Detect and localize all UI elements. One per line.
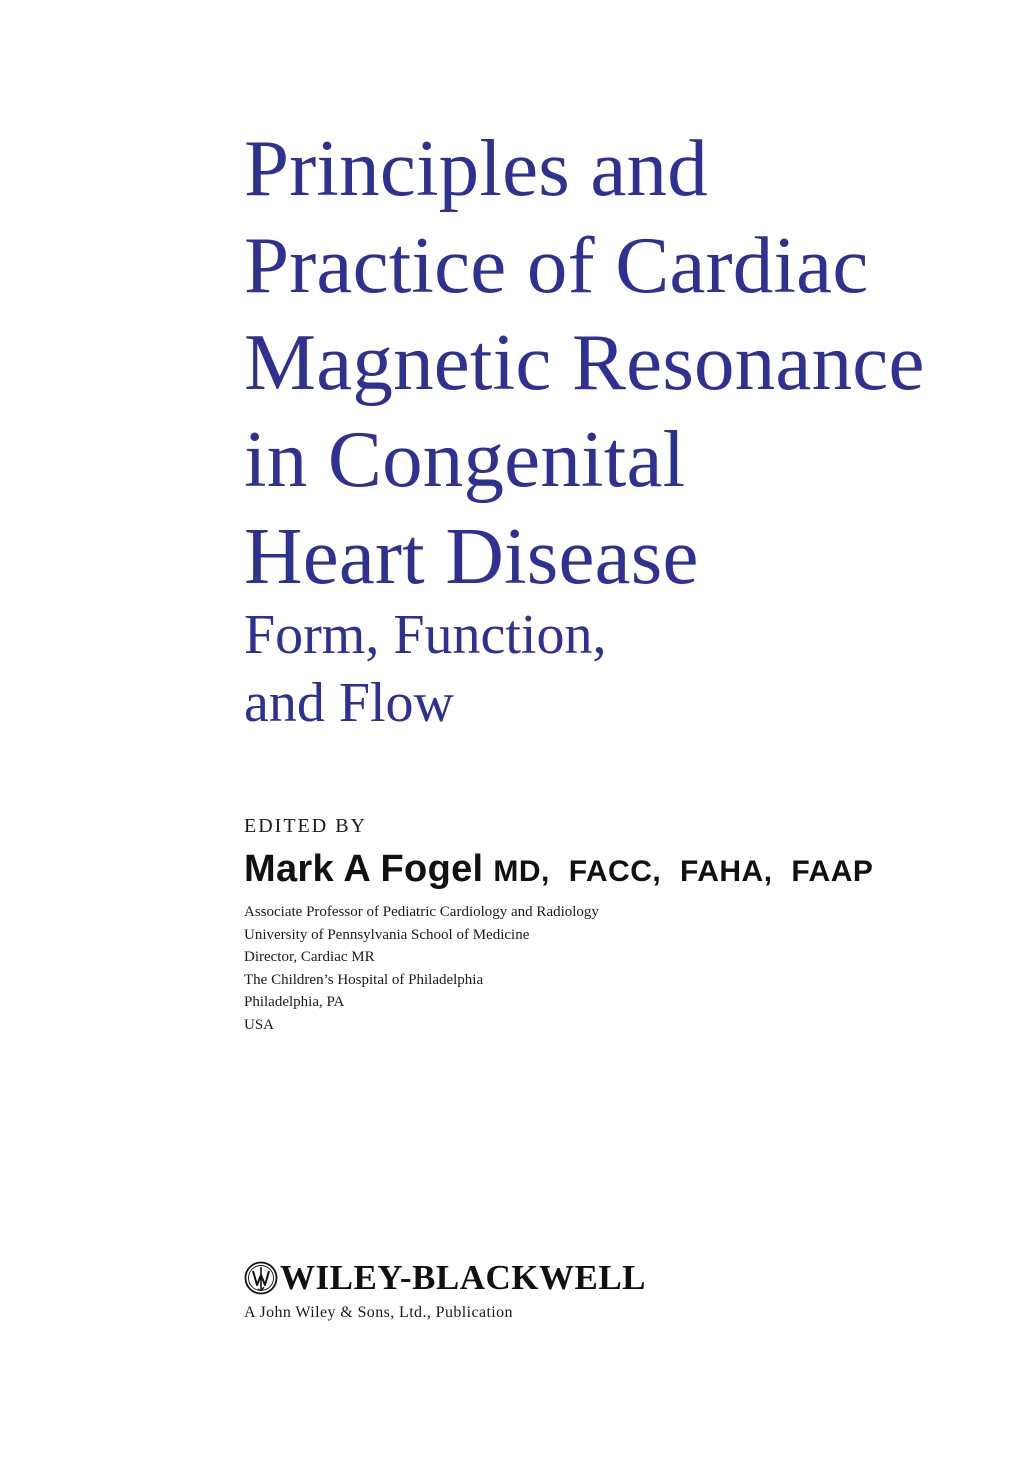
subtitle-line: Form, Function,: [244, 604, 607, 666]
publisher-name: WILEY-BLACKWELL: [280, 1258, 647, 1297]
affiliation-line: Associate Professor of Pediatric Cardiology and Radiology: [244, 904, 599, 920]
affiliation-line: Philadelphia, PA: [244, 994, 345, 1010]
title-line: Practice of Cardiac: [244, 220, 869, 310]
editor-name-line: [244, 848, 873, 891]
affiliation-line: Director, Cardiac MR: [244, 949, 375, 965]
publisher-block: [244, 1258, 646, 1322]
title-line: Heart Disease: [244, 511, 699, 601]
affiliation-line: The Children’s Hospital of Philadelphia: [244, 971, 484, 988]
subtitle-line: and Flow: [244, 672, 454, 734]
title-line: Magnetic Resonance: [244, 317, 925, 407]
affiliation-line: USA: [244, 1016, 275, 1033]
title-line: Principles and: [244, 123, 708, 213]
affiliation-line: University of Pennsylvania School of Medicine: [244, 926, 530, 943]
book-title: [244, 120, 1004, 737]
editor-name: Mark A Fogel: [244, 848, 484, 890]
editor-affiliation: [244, 901, 599, 1036]
publisher-logo: [244, 1258, 646, 1298]
publisher-subline: A John Wiley & Sons, Ltd., Publication: [244, 1304, 513, 1321]
title-line: in Congenital: [244, 414, 686, 504]
editor-credentials: MD, FACC, FAHA, FAAP: [493, 855, 874, 888]
edited-by-label: EDITED BY: [244, 815, 367, 837]
wiley-emblem-icon: [244, 1261, 278, 1295]
